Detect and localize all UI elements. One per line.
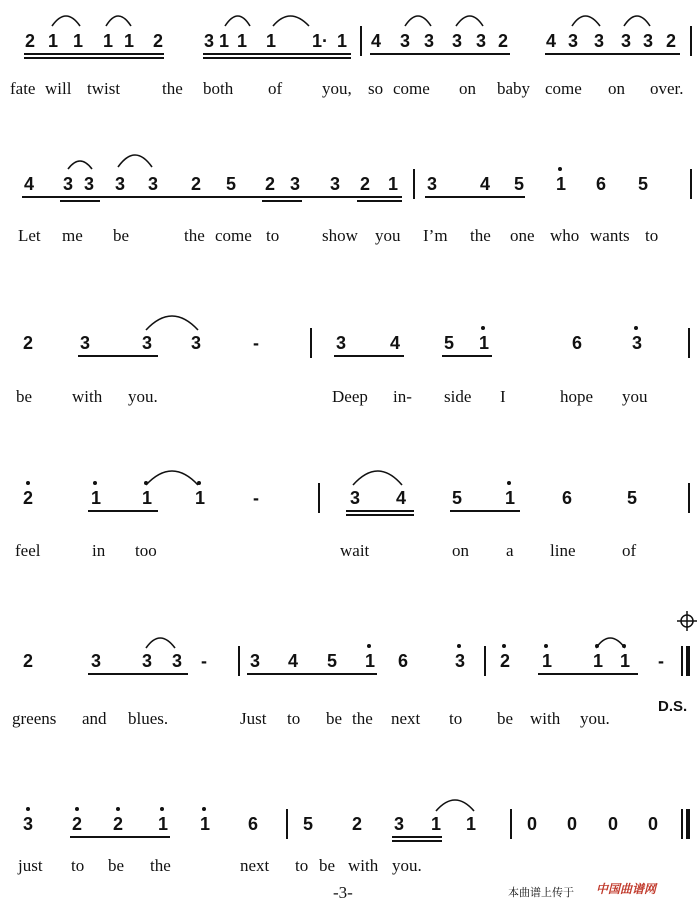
note: 3 [568, 31, 579, 51]
note: 1 [365, 651, 376, 671]
note: 1 [431, 814, 442, 834]
lyric-word: you. [580, 709, 610, 728]
lyric-word: I’m [423, 226, 448, 245]
note: 3 [452, 31, 463, 51]
note: 1 [219, 31, 230, 51]
lyric-word: Deep [332, 387, 368, 406]
note: 1 [103, 31, 114, 51]
lyric-word: the [470, 226, 491, 245]
note: 2 [23, 333, 34, 353]
note: 3 [63, 174, 74, 194]
slur-marks [0, 477, 700, 517]
lyric-word: who [550, 226, 580, 245]
note: 1 [237, 31, 248, 51]
note: 0 [608, 814, 619, 834]
slur-marks [0, 640, 700, 680]
note: 1 [195, 488, 206, 508]
note-row [0, 163, 700, 203]
lyric-word: you [622, 387, 648, 406]
note: 1 [388, 174, 399, 194]
note: 6 [248, 814, 259, 834]
note: 3 [23, 814, 34, 834]
coda-icon [677, 610, 697, 632]
lyric-word: next [240, 856, 270, 875]
note: 1· [312, 31, 329, 51]
note: 3 [336, 333, 347, 353]
page-number: -3- [333, 883, 353, 902]
lyric-word: baby [497, 79, 531, 98]
note: 6 [596, 174, 607, 194]
site-logo: 中国曲谱网 [596, 882, 657, 896]
lyric-word: of [622, 541, 637, 560]
note: 6 [398, 651, 409, 671]
lyric-word: come [215, 226, 252, 245]
note: 3 [400, 31, 411, 51]
lyric-word: you. [128, 387, 158, 406]
note: 5 [327, 651, 338, 671]
lyric-word: in [92, 541, 106, 560]
lyric-word: will [45, 79, 72, 98]
note: 3 [424, 31, 435, 51]
lyric-word: on [608, 79, 625, 98]
note-row [0, 20, 700, 60]
lyric-word: to [71, 856, 85, 875]
note: 0 [567, 814, 578, 834]
note: 4 [546, 31, 557, 51]
slur-marks [0, 20, 700, 60]
lyric-word: with [530, 709, 561, 728]
note: 1 [542, 651, 553, 671]
lyric-word: be [113, 226, 130, 245]
note: 3 [476, 31, 487, 51]
note: 4 [396, 488, 407, 508]
lyric-word: the [184, 226, 205, 245]
note: 3 [330, 174, 341, 194]
lyric-word: next [391, 709, 421, 728]
ds-marker: D.S. [658, 698, 688, 715]
lyric-word: wants [590, 226, 630, 245]
note: 3 [250, 651, 261, 671]
note: 3 [80, 333, 91, 353]
note: 1 [505, 488, 516, 508]
lyric-row [0, 386, 700, 410]
lyric-word: line [550, 541, 576, 560]
lyric-word: Let [18, 226, 41, 245]
lyric-word: feel [15, 541, 41, 560]
lyric-row [0, 708, 700, 732]
lyric-row [0, 855, 700, 879]
note: 4 [480, 174, 491, 194]
note: 3 [621, 31, 632, 51]
lyric-word: a [506, 541, 514, 560]
note: 3 [115, 174, 126, 194]
lyric-word: side [444, 387, 472, 406]
note: 3 [290, 174, 301, 194]
note: 1 [142, 488, 153, 508]
lyric-row [0, 78, 700, 102]
note: 5 [638, 174, 649, 194]
note: 2 [72, 814, 83, 834]
note: 4 [288, 651, 299, 671]
note: 3 [394, 814, 405, 834]
lyric-word: to [295, 856, 309, 875]
lyric-word: too [135, 541, 157, 560]
note: 1 [337, 31, 348, 51]
note-row [0, 322, 700, 362]
lyric-word: in- [393, 387, 412, 406]
lyric-row [0, 225, 700, 249]
lyric-word: just [18, 856, 43, 875]
lyric-word: the [150, 856, 171, 875]
note: 2 [666, 31, 677, 51]
note: 1 [556, 174, 567, 194]
note: 3 [643, 31, 654, 51]
note: 1 [266, 31, 277, 51]
note: 5 [303, 814, 314, 834]
lyric-word: both [203, 79, 234, 98]
note: 3 [142, 651, 153, 671]
note: 2 [352, 814, 363, 834]
note-row [0, 477, 700, 517]
lyric-word: be [497, 709, 514, 728]
lyric-word: to [449, 709, 463, 728]
slur-marks [0, 803, 700, 843]
note: 6 [572, 333, 583, 353]
lyric-word: fate [10, 79, 36, 98]
lyric-word: to [287, 709, 301, 728]
lyric-word: the [162, 79, 183, 98]
lyric-word: twist [87, 79, 121, 98]
lyric-word: on [452, 541, 469, 560]
lyric-word: you [375, 226, 401, 245]
note: 5 [452, 488, 463, 508]
lyric-word: on [459, 79, 476, 98]
note: 5 [226, 174, 237, 194]
lyric-word: to [645, 226, 659, 245]
lyric-word: so [368, 79, 384, 98]
note: 2 [23, 651, 34, 671]
note: 2 [360, 174, 371, 194]
note: 3 [204, 31, 215, 51]
lyric-word: you. [392, 856, 422, 875]
lyric-word: greens [12, 709, 57, 728]
note: 3 [172, 651, 183, 671]
lyric-row [0, 540, 700, 564]
note: 1 [593, 651, 604, 671]
note: 1 [73, 31, 84, 51]
lyric-word: and [82, 709, 107, 728]
note: 3 [148, 174, 159, 194]
note: 1 [200, 814, 211, 834]
lyric-word: show [322, 226, 358, 245]
note: 3 [632, 333, 643, 353]
note: 1 [48, 31, 59, 51]
lyric-word: be [326, 709, 343, 728]
note: 1 [620, 651, 631, 671]
lyric-word: be [16, 387, 33, 406]
note: 2 [191, 174, 202, 194]
note: 2 [498, 31, 509, 51]
note: - [658, 651, 664, 671]
lyric-word: I [500, 387, 506, 406]
lyric-word: wait [340, 541, 370, 560]
note: 5 [514, 174, 525, 194]
note: 1 [91, 488, 102, 508]
lyric-word: with [348, 856, 379, 875]
lyric-word: over. [650, 79, 684, 98]
note: 3 [350, 488, 361, 508]
lyric-word: come [545, 79, 582, 98]
note: 1 [158, 814, 169, 834]
note: 2 [23, 488, 34, 508]
note: 3 [91, 651, 102, 671]
note: 6 [562, 488, 573, 508]
note: - [253, 488, 259, 508]
lyric-word: Just [240, 709, 267, 728]
note: 1 [124, 31, 135, 51]
lyric-word: one [510, 226, 535, 245]
note: 3 [594, 31, 605, 51]
note: 4 [24, 174, 35, 194]
note: 2 [500, 651, 511, 671]
lyric-word: come [393, 79, 430, 98]
note: 0 [527, 814, 538, 834]
note: 1 [466, 814, 477, 834]
note: 4 [371, 31, 382, 51]
note: 2 [25, 31, 36, 51]
note: 2 [153, 31, 164, 51]
lyric-word: be [319, 856, 336, 875]
note: 2 [113, 814, 124, 834]
note: 3 [455, 651, 466, 671]
lyric-word: you, [322, 79, 352, 98]
slur-marks [0, 163, 700, 203]
lyric-word: with [72, 387, 103, 406]
lyric-word: be [108, 856, 125, 875]
note: 5 [444, 333, 455, 353]
note: - [253, 333, 259, 353]
note: - [201, 651, 207, 671]
lyric-word: the [352, 709, 373, 728]
lyric-word: hope [560, 387, 594, 406]
note-row [0, 803, 700, 843]
note: 3 [191, 333, 202, 353]
lyric-word: me [62, 226, 83, 245]
note: 0 [648, 814, 659, 834]
note: 3 [84, 174, 95, 194]
note: 2 [265, 174, 276, 194]
note: 3 [142, 333, 153, 353]
upload-credit: 本曲谱上传于 [508, 886, 574, 899]
lyric-word: to [266, 226, 280, 245]
note: 1 [479, 333, 490, 353]
note: 3 [427, 174, 438, 194]
lyric-word: blues. [128, 709, 169, 728]
slur-marks [0, 322, 700, 362]
note-row [0, 640, 700, 680]
note: 5 [627, 488, 638, 508]
note: 4 [390, 333, 401, 353]
lyric-word: of [268, 79, 283, 98]
